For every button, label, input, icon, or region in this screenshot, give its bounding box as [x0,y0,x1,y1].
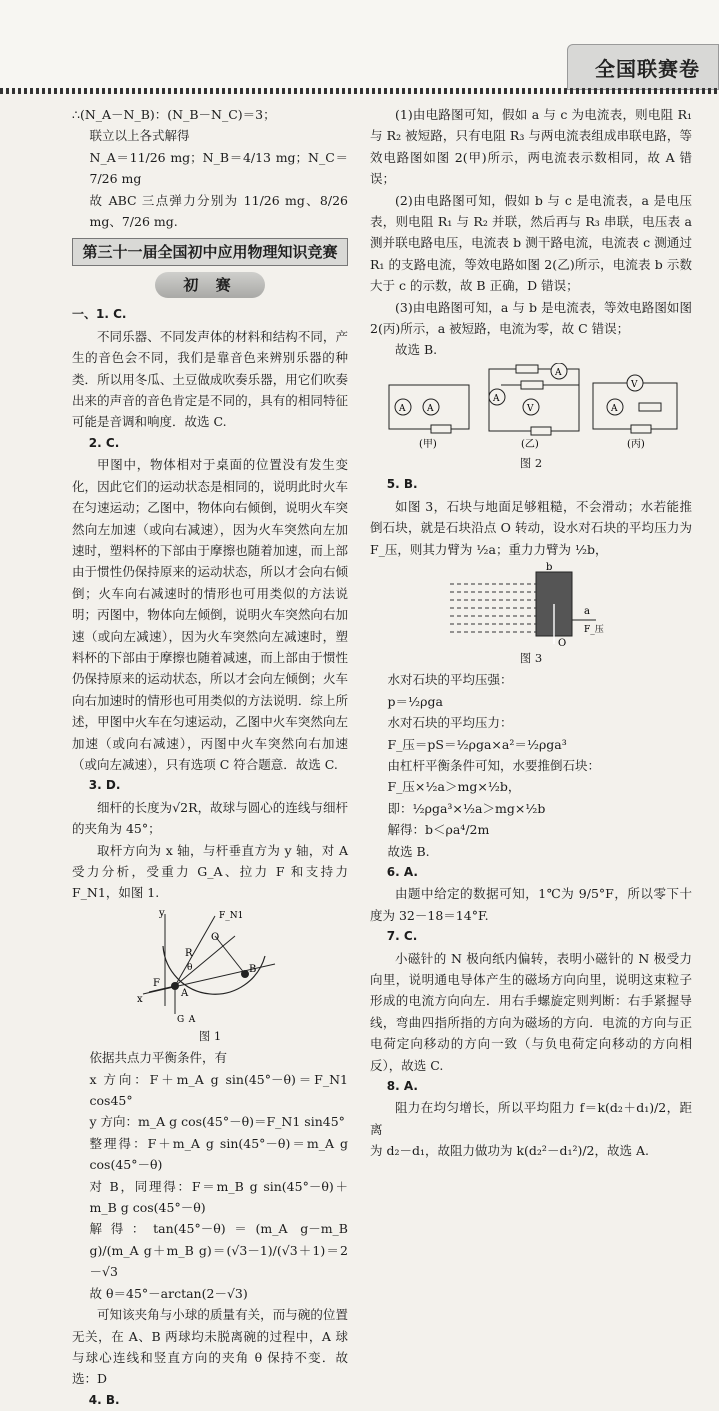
label-theta: θ [187,962,193,973]
equation-line: p＝½ρga [387,693,443,709]
resistor-icon [521,381,543,389]
question-number: 8. A. [386,1079,418,1094]
question-number: 4. B. [88,1392,120,1407]
equation-line: 对 B，同理得：F＝m_B g sin(45°－θ)＋m_B g cos(45°－θ) [89,1178,348,1216]
answer-paragraph: 甲图中，物体相对于桌面的位置没有发生变化，因此它们的运动状态是相同的，说明此时火车在匀速运动；乙图中，物体向右倾倒，说明火车突然向左加速（或向右减速），因为火车突然向左加速时，塑料杯的下部由于摩擦也随着加速，而上部由于惯性仍保持原来的运动状态，所以才会向右倾倒；火车向右减速时的情形也可用类似的方法说明；丙图中，物体向左倾倒，说明火车突然向右加速（或向左减速），因为火车突然向左减速时，塑料杯的下部由于摩擦也随着减速，而上部由于惯性仍保持原来的运动状态，所以才会向左倾倒；火车向右加速时的情形也可用类似的方法说明．综上所述，甲图中火车在匀速运动，乙图中火车突然向左加速（或向右减速），丙图中火车突然向右加速（或向左减速），只有选项 C 符合题意．故选 C. [72,457,348,772]
resistor-icon [516,365,538,373]
ball-a [171,982,179,990]
label-a-dim: a [584,605,590,617]
equation-line: 即：½ρga³×½a＞mg×½b [387,800,546,816]
label-a: A [181,987,189,999]
meter-label: A [399,403,406,414]
text-line: 依据共点力平衡条件，有 [89,1050,228,1066]
circuit-label-b: (乙) [521,438,539,450]
equation-line: 解得：tan(45°－θ)＝(m_A g－m_B g)/(m_A g＋m_B g)＝(√3－1)/(√3＋1)＝2－√3 [89,1221,348,1280]
answer-paragraph: (2)由电路图可知，假如 b 与 c 是电流表，a 是电压表，则电阻 R₁ 与 R₂ 并联，然后再与 R₃ 串联，电压表 a 测并联电路电压，电流表 b 测干路电流，电流表 c 测通过 R₁ 的支路电流，等效电路如图 2(乙)所示，电流表 b 示数大于 c 的示数，故 B 正确，D 错误； [370,192,692,294]
question-number: 5. B. [386,477,418,492]
label-f-pressure: F_压 [584,624,604,635]
resistor-icon [531,427,551,435]
figure-1-diagram [135,906,285,1024]
meter-label: A [611,403,618,414]
label-b: B [249,963,257,975]
resistor-icon [631,425,651,433]
text-line: 联立以上各式解得 [89,128,190,144]
answer-paragraph: 可知该夹角与小球的质量有关，而与碗的位置无关，在 A、B 两球均未脱离碗的过程中，A 球与球心连线和竖直方向的夹角 θ 保持不变．故选：D [72,1307,348,1387]
question-number: 6. A. [386,864,418,879]
section-tab [567,44,719,90]
answer-paragraph: (3)由电路图可知，a 与 b 是电流表，等效电路图如图 2(丙)所示，a 被短路，电流为零，故 C 错误； [370,299,692,337]
question-number: 3. D. [88,778,121,793]
label-b-dim: b [546,561,553,573]
text-line: 故选 B. [387,843,430,859]
equation-line: x 方向：F＋m_A g sin(45°－θ)＝F_N1 cos45° [89,1071,348,1109]
figure-3-stone-diagram [446,562,616,646]
text-line: 水对石块的平均压强： [387,672,513,688]
meter-label: A [493,393,500,404]
equation-line: ∴(N_A－N_B)：(N_B－N_C)＝3； [72,107,276,122]
circuit-label-a: (甲) [419,438,437,450]
label-f: F [153,977,160,989]
figure-2-caption: 图 2 [519,455,543,470]
equation-line: 解得：b＜ρa⁴/2m [387,822,490,838]
meter-label: A [555,367,562,378]
equation-line: F_压＝pS＝½ρga×a²＝½ρga³ [387,736,567,752]
figure-3-caption: 图 3 [519,650,543,665]
meter-label: A [427,403,434,414]
label-r: R [185,947,193,959]
ball-b [241,970,249,978]
equation-line: N_A＝11/26 mg；N_B＝4/13 mg；N_C＝7/26 mg [89,149,348,187]
section-title: 第三十一届全国初中应用物理知识竞赛 [72,238,348,266]
label-fn1: F_N1 [219,910,244,921]
question-number: 7. C. [386,929,418,944]
circuit-label-c: (丙) [627,438,645,450]
answer-paragraph: 细杆的长度为√2R，故球与圆心的连线与细杆的夹角为 45°； [72,799,348,837]
equation-line: 故 ABC 三点弹力分别为 11/26 mg、8/26 mg、7/26 mg. [89,192,348,230]
equation-line: 整理得：F＋m_A g sin(45°－θ)＝m_A g cos(45°－θ) [89,1135,348,1173]
figure-1-caption: 图 1 [198,1028,222,1043]
resistor-icon [431,425,451,433]
answer-paragraph: 为 d₂－d₁，故阻力做功为 k(d₂²－d₁²)/2，故选 A. [370,1143,649,1159]
section-tab-label: 全国联赛卷 [595,57,700,81]
meter-label: V [631,379,638,390]
text-line: 由杠杆平衡条件可知，水要推倒石块： [387,757,601,773]
question-number: 2. C. [88,435,120,450]
answer-paragraph: (1)由电路图可知，假如 a 与 c 为电流表，则电阻 R₁ 与 R₂ 被短路，只有电阻 R₃ 与两电流表组成串联电路，等效电路图如图 2(甲)所示，两电流表示数相同，故 A 错误； [370,107,692,187]
meter-label: V [527,403,534,414]
axis-y-label: y [159,907,165,919]
figure-2-circuits [381,363,681,451]
round-badge: 初 赛 [155,272,265,298]
text-line: 水对石块的平均压力： [387,715,513,731]
answer-paragraph: 故选 B. [395,342,438,358]
axis-x-label: x [137,993,143,1005]
answer-paragraph: 如图 3，石块与地面足够粗糙，不会滑动；水若能推倒石块，就是石块沿点 O 转动，设水对石块的平均压力为 F_压，则其力臂为 ½a；重力力臂为 ½b， [370,498,692,557]
header-dotted-rule [0,88,719,94]
left-column [72,104,348,1411]
answer-paragraph: 不同乐器、不同发声体的材料和结构不同，产生的音色会不同，我们是靠音色来辨别乐器的种类．所以用冬瓜、土豆做成吹奏乐器，用它们吹奏出来的声音的音色肯定是不同的，具有的相同特征可能是音调和响度．故选 C. [72,328,348,430]
answer-paragraph: 由题中给定的数据可知，1℃为 9/5°F，所以零下十度为 32－18＝14°F. [370,886,692,923]
answer-paragraph: 阻力在均匀增长，所以平均阻力 f＝k(d₂＋d₁)/2，距离 [370,1100,692,1137]
label-o: O [211,931,220,943]
equation-line: y 方向：m_A g cos(45°－θ)＝F_N1 sin45° [89,1114,345,1130]
resistor-icon [639,403,661,411]
question-number: 一、1. C. [72,307,127,322]
answer-paragraph: 取杆方向为 x 轴，与杆垂直方为 y 轴，对 A 受力分析，受重力 G_A、拉力 F 和支持力 F_N1，如图 1. [72,842,348,901]
right-column [370,104,692,1162]
equation-line: F_压×½a＞mg×½b， [387,779,521,795]
answer-paragraph: 小磁针的 N 极向纸内偏转，表明小磁针的 N 极受力向里，说明通电导体产生的磁场方向向里，说明这束粒子形成的电流方向向左．用右手螺旋定则判断：右手紧握导线，弯曲四指所指的方向为磁场的方向．电流的方向与正电荷定向移动的方向一致（与负电荷定向移动的方向相反），故选 C. [370,950,692,1073]
label-o-pivot: O [558,637,567,646]
label-ga: G_A [177,1014,196,1024]
equation-line: 故 θ＝45°－arctan(2－√3) [89,1285,248,1301]
